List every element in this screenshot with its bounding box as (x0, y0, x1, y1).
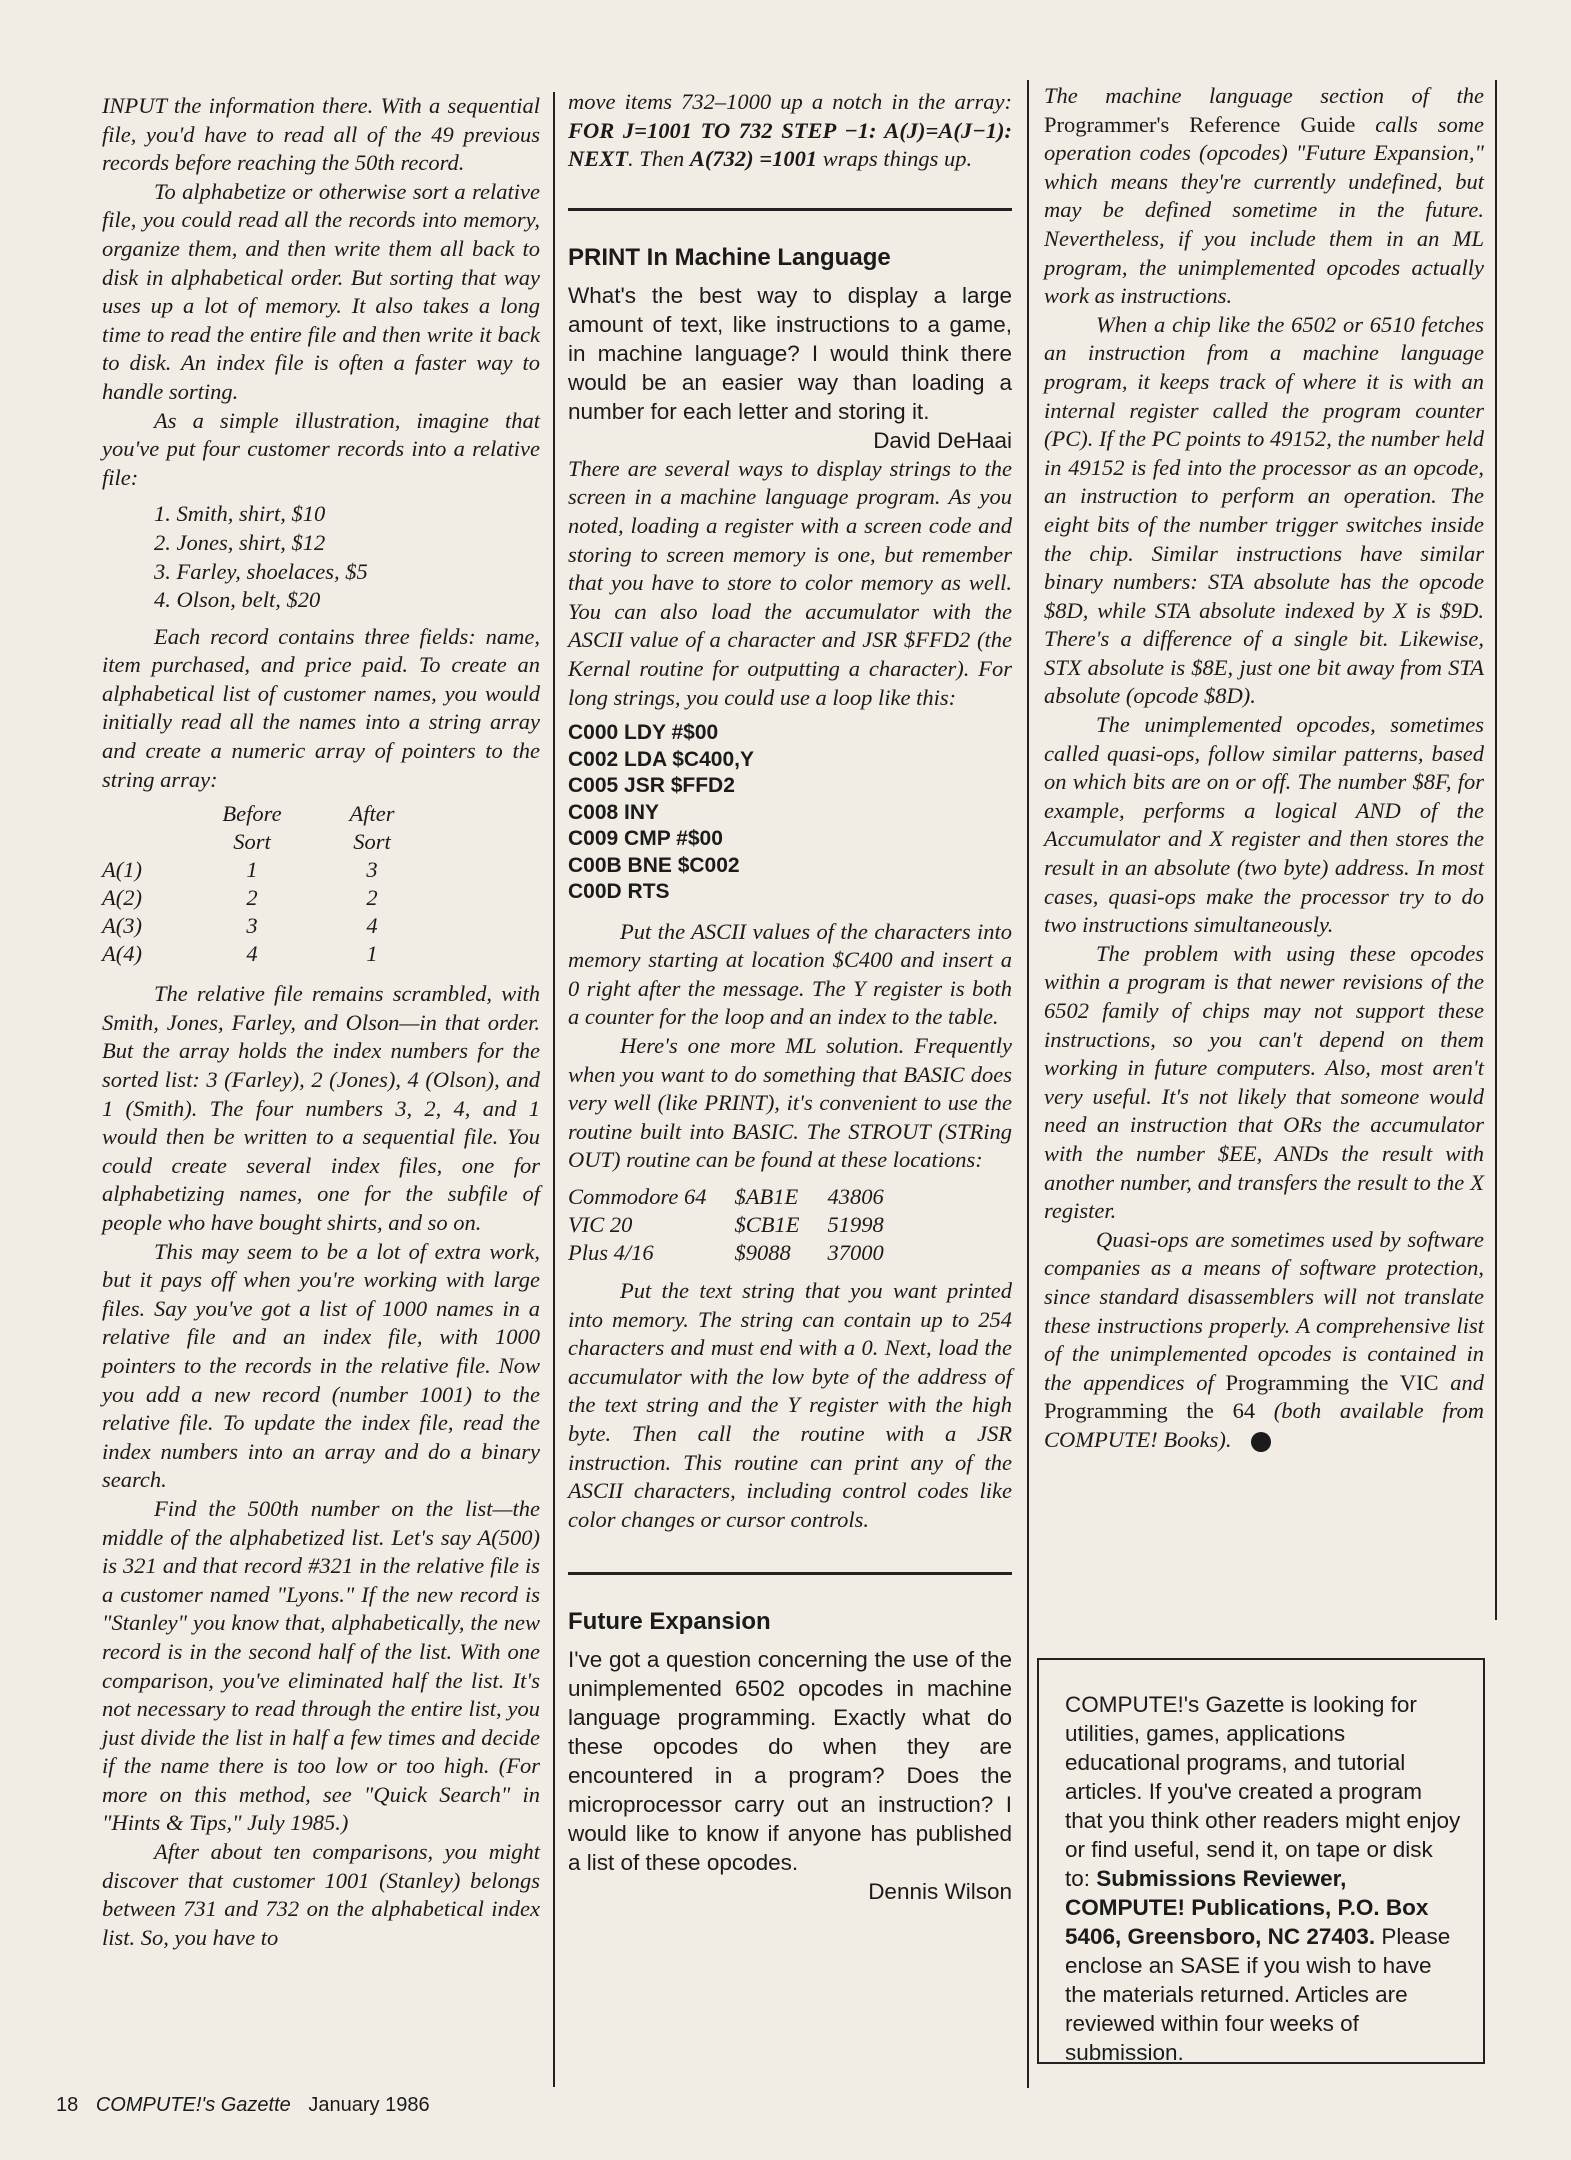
paragraph: After about ten comparisons, you might discover that customer 1001 (Stanley) belongs between 731 and 732 on the alphabetical index list. So, you have to (102, 1839, 540, 1950)
list-item: 1. Smith, shirt, $10 (154, 501, 326, 527)
section-divider (568, 208, 1012, 211)
code-line: C002 LDA $C400,Y (568, 747, 754, 771)
paragraph: As a simple illustration, imagine that you've put four customer records into a relative file: (102, 407, 540, 490)
paragraph: INPUT the information there. With a sequential file, you'd have to read all of the 49 previous records before reaching the 50th record. (102, 93, 540, 176)
table-row: VIC 20 $CB1E 51998 (568, 1211, 884, 1237)
list-item: 2. Jones, shirt, $12 (154, 529, 326, 555)
paragraph: The problem with using these opcodes within a program is that newer revisions of the 6502 family of chips may not support these instructions, so you can't depend on them working in future computers. Also, most aren't very useful. It's not likely that someone would need an instruction that ORs the accumulator with the number $EE, ANDs the result with another number, and transfers the result to the X register. (1044, 940, 1484, 1224)
table-row: A(2) 2 2 (102, 885, 378, 911)
paragraph: move items 732–1000 up a notch in the array: FOR J=1001 TO 732 STEP −1: A(J)=A(J−1): NEXT. Then A(732) =1001 wraps things up. (568, 89, 1012, 172)
list-item: 4. Olson, belt, $20 (154, 587, 321, 613)
column-rule-far-right (1495, 80, 1497, 1620)
sort-table (102, 800, 432, 968)
code-line: C005 JSR $FFD2 (568, 774, 735, 798)
table-row: A(3) 3 4 (102, 913, 378, 939)
paragraph: Find the 500th number on the list—the middle of the alphabetized list. Let's say A(500) is 321 and that record #321 in the relative file is a customer named "Lyons." If the new record is "Stanley" you know that, alphabetically, the new record is in the second half of the list. With one comparison, you've eliminated half the list. It's not necessary to read through the entire list, you just divide the list in half a few times and decide if the name there is too low or too high. (For more on this method, see "Quick Search" in "Hints & Tips," July 1985.) (102, 1495, 540, 1836)
strout-locations-table (568, 1183, 912, 1267)
end-of-article-icon (1251, 1432, 1271, 1452)
paragraph: Put the ASCII values of the characters into memory starting at location $C400 and insert a 0 right after the message. The Y register is both a counter for the loop and an index to the table. (568, 918, 1012, 1030)
code-listing (568, 720, 1012, 906)
code-line: C00D RTS (568, 880, 670, 904)
letter-signature: Dennis Wilson (868, 1879, 1012, 1905)
record-list (154, 500, 540, 614)
paragraph: There are several ways to display strings to the screen in a machine language program. As you noted, loading a register with a screen code and storing to screen memory is one, but remember that you have to store to color memory as well. You can also load the accumulator with the ASCII value of a character and JSR $FFD2 (the Kernal routine for outputting a character). For long strings, you could use a loop like this: (568, 455, 1012, 710)
reader-letter: I've got a question concerning the use of the unimplemented 6502 opcodes in machine language programming. Exactly what do these opcodes do when they are encountered in a program? Does the microprocessor carry out an instruction? I would like to know if anyone has published a list of these opcodes. (568, 1647, 1012, 1876)
book-title: Programming the 64 (1044, 1398, 1256, 1424)
column-rule-right (1027, 80, 1029, 2088)
table-header: Before (222, 801, 282, 827)
paragraph: The unimplemented opcodes, sometimes called quasi-ops, follow similar patterns, based on which bits are on or off. The number $8F, for example, performs a logical AND of the Accumulator and X register and then stores the result in an absolute (two byte) address. In most cases, quasi-ops make the processor try to do two instructions simultaneously. (1044, 712, 1484, 938)
inline-code: A(732) =1001 (689, 146, 818, 172)
paragraph: The machine language section of the Programmer's Reference Guide calls some operation codes (opcodes) "Future Expansion," which means they're currently undefined, but may be defined sometime in the future. Nevertheless, if you include them in an ML program, the unimplemented opcodes actually work as instructions. (1044, 83, 1484, 309)
paragraph: Each record contains three fields: name, item purchased, and price paid. To create an alphabetical list of customer names, you would initially read all the names into a string array and create a numeric array of pointers to the string array: (102, 623, 540, 792)
table-row: A(1) 1 3 (102, 857, 378, 883)
section-divider (568, 1572, 1012, 1575)
column-rule-left (553, 92, 555, 2087)
table-row: Commodore 64 $AB1E 43806 (568, 1183, 884, 1209)
code-line: C008 INY (568, 800, 660, 824)
paragraph: This may seem to be a lot of extra work, but it pays off when you're working with large files. Say you've got a list of 1000 names in a relative file and an index file, with 1000 pointers to the records in the relative file. Now you add a new record (number 1001) to the relative file. To update the index file, read the index numbers into an array and do a binary search. (102, 1238, 540, 1493)
magazine-name: COMPUTE!'s Gazette (95, 2094, 291, 2116)
table-header: Sort (353, 829, 391, 855)
submissions-address: Submissions Reviewer, COMPUTE! Publications, P.O. Box 5406, Greensboro, NC 27403. (1065, 1866, 1429, 1949)
section-heading: PRINT In Machine Language (568, 243, 891, 271)
code-line: C00B BNE $C002 (568, 853, 740, 877)
inline-code: FOR J=1001 TO 732 STEP −1: A(J)=A(J−1): NEXT (568, 117, 1012, 172)
letter-signature: David DeHaai (873, 427, 1012, 453)
submissions-box (1037, 1658, 1485, 2064)
section-heading: Future Expansion (568, 1608, 771, 1636)
reader-letter: What's the best way to display a large amount of text, like instructions to a game, in machine language? I would think there would be an easier way than loading a number for each letter and storing it. (568, 282, 1012, 424)
column-3 (1044, 82, 1484, 1455)
table-header: Sort (233, 829, 271, 855)
page-footer (56, 2094, 430, 2117)
table-row: A(4) 4 1 (102, 941, 378, 967)
page-number: 18 (56, 2094, 79, 2116)
column-1 (102, 92, 540, 1952)
submissions-text: COMPUTE!'s Gazette is looking for utilities, games, applications educational programs, and tutorial articles. If you've created a program that you think other readers might enjoy or find useful, send it, on tape or disk to: Submissions Reviewer, COMPUTE! Publications, P.O. Box 5406, Greensboro, NC 27403. Please enclose an SASE if you wish to have the materials returned. Articles are reviewed within four weeks of submission. (1065, 1692, 1461, 2065)
code-line: C000 LDY #$00 (568, 721, 719, 745)
code-line: C009 CMP #$00 (568, 827, 723, 851)
paragraph: Put the text string that you want printed into memory. The string can contain up to 254 characters and must end with a 0. Next, load the accumulator with the low byte of the address of the text string and the Y register with the high byte. Then call the routine with a JSR instruction. This routine can print any of the ASCII characters, including control codes like color changes or cursor controls. (568, 1277, 1012, 1532)
paragraph: To alphabetize or otherwise sort a relative file, you could read all the records into memory, organize them, and then write them all back to disk in alphabetical order. But sorting that way uses up a lot of memory. It also takes a long time to read the entire file and then write it back to disk. An index file is often a faster way to handle sorting. (102, 178, 540, 404)
paragraph: The relative file remains scrambled, with Smith, Jones, Farley, and Olson—in that order. But the array holds the index numbers for the sorted list: 3 (Farley), 2 (Jones), 4 (Olson), and 1 (Smith). The four numbers 3, 2, 4, and 1 would then be written to a sequential file. You could create several index files, one for alphabetizing names, one for the subfile of people who have bought shirts, and so on. (102, 981, 540, 1235)
paragraph: When a chip like the 6502 or 6510 fetches an instruction from a machine language program, it keeps track of where it is with an internal register called the program counter (PC). If the PC points to 49152, the number held in 49152 is fed into the processor as an opcode, an instruction to perform an operation. The eight bits of the number trigger switches inside the chip. Similar instructions have similar binary numbers: STA absolute has the opcode $8D, while STA absolute indexed by X is $9D. There's a difference of a single bit. Likewise, STX absolute is $8E, just one bit away from STA absolute (opcode $8D). (1044, 311, 1484, 709)
paragraph: Quasi-ops are sometimes used by software companies as a means of software protection, since standard disassemblers will not translate these instructions properly. A comprehensive list of the unimplemented opcodes is contained in the appendices of Programming the VIC and Programming the 64 (both available from COMPUTE! Books). (1044, 1226, 1484, 1452)
paragraph: Here's one more ML solution. Frequently when you want to do something that BASIC does very well (like PRINT), it's convenient to use the routine built into BASIC. The STROUT (STRing OUT) routine can be found at these locations: (568, 1033, 1012, 1173)
book-title: Programmer's Reference Guide (1044, 111, 1356, 137)
table-row: Plus 4/16 $9088 37000 (568, 1239, 884, 1265)
book-title: Programming the VIC (1225, 1369, 1439, 1395)
table-header: After (349, 801, 395, 827)
column-2 (568, 88, 1012, 1906)
list-item: 3. Farley, shoelaces, $5 (154, 558, 368, 584)
issue-date: January 1986 (308, 2094, 430, 2116)
